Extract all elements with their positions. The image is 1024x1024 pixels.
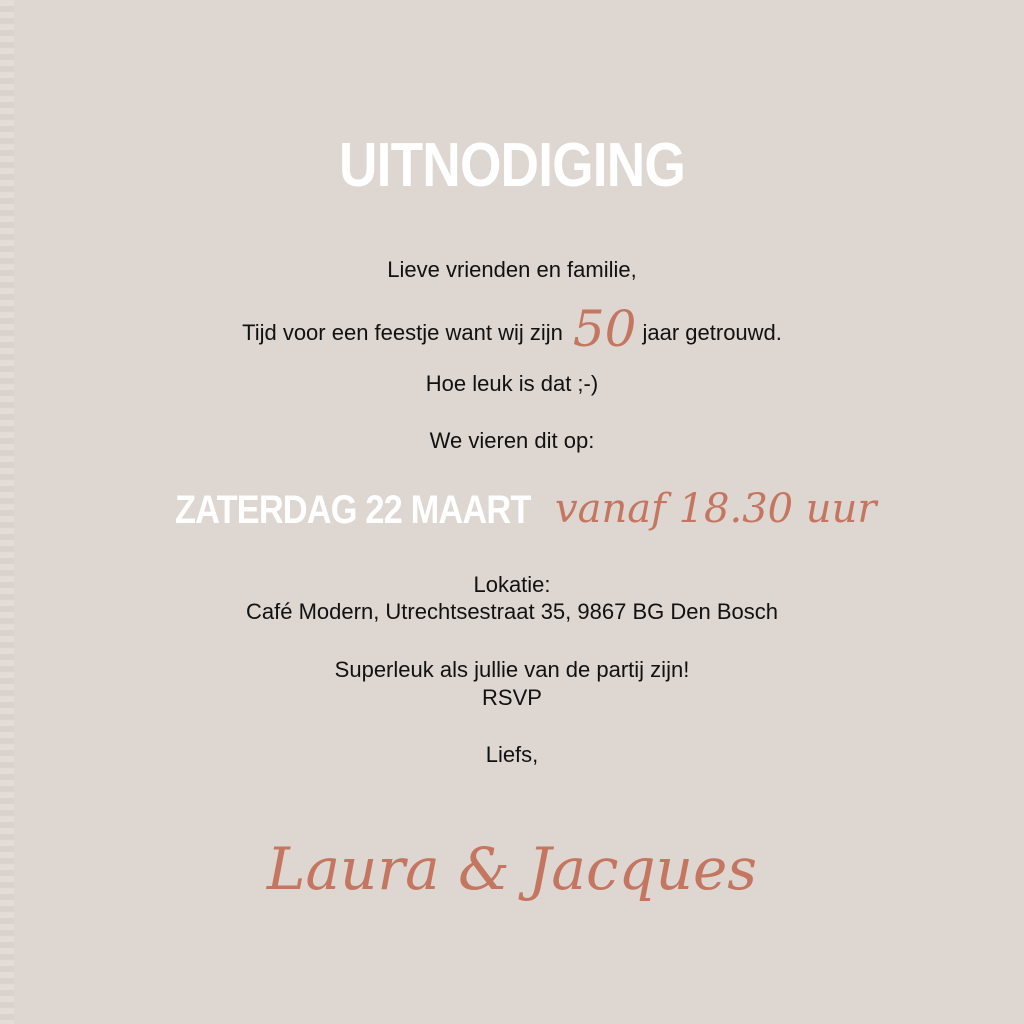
location-address: Café Modern, Utrechtsestraat 35, 9867 BG Den Bosch xyxy=(246,599,778,624)
location-label: Lokatie: xyxy=(473,572,551,597)
celebrate-intro: We vieren dit op: xyxy=(429,428,595,453)
anniversary-number: 50 xyxy=(572,300,637,358)
closing-wish: Superleuk als jullie van de partij zijn! xyxy=(334,657,690,682)
exclamation: Hoe leuk is dat ;-) xyxy=(425,371,599,396)
event-date: ZATERDAG 22 MAART xyxy=(175,488,531,532)
anniversary-text-after: jaar getrouwd. xyxy=(642,320,782,345)
anniversary-text-before: Tijd voor een feestje want wij zijn xyxy=(242,320,563,345)
farewell: Liefs, xyxy=(485,742,539,767)
anniversary-line xyxy=(0,300,1024,358)
signature: Laura & Jacques xyxy=(266,835,758,903)
rsvp-text: RSVP xyxy=(482,685,542,710)
greeting: Lieve vrienden en familie, xyxy=(387,257,637,282)
invitation-title: UITNODIGING xyxy=(338,131,685,200)
event-time: vanaf 18.30 uur xyxy=(555,486,877,532)
